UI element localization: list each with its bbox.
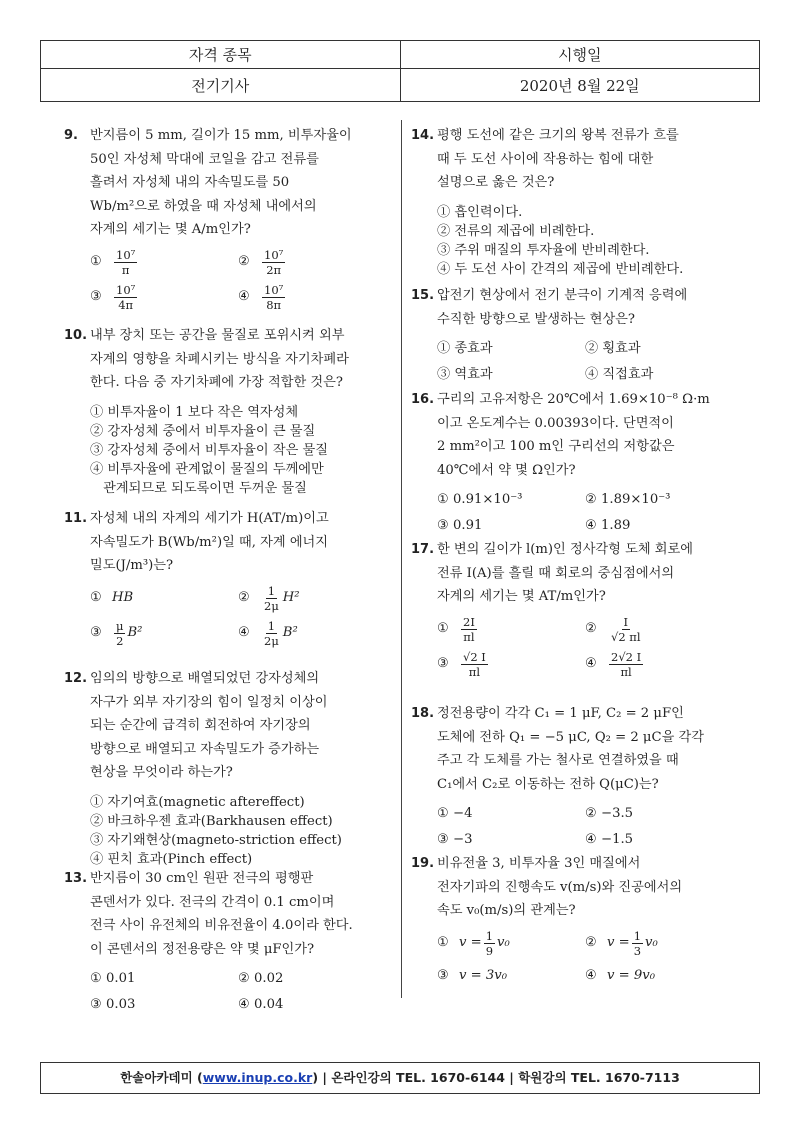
- date-value: 2020년 8월 22일: [400, 69, 760, 102]
- answer-option: ② 강자성체 중에서 비투자율이 큰 물질: [90, 423, 316, 439]
- answer-options: [425, 203, 760, 279]
- question-line: 임의의 방향으로 배열되었던 강자성체의: [90, 671, 320, 686]
- footer-bar: [40, 1062, 760, 1094]
- question-text: [425, 388, 760, 482]
- fraction-numerator: 10⁷: [264, 247, 284, 262]
- question-line: 자성체 내의 자계의 세기가 H(AT/m)이고: [90, 511, 329, 526]
- question-text: [425, 124, 760, 195]
- footer-contacts: ) | 온라인강의 TEL. 1670-6144 | 학원강의 TEL. 1670-7113: [312, 1070, 680, 1085]
- option-suffix: H²: [282, 590, 300, 606]
- question-line: 정전용량이 각각 C₁ = 1 μF, C₂ = 2 μF인: [437, 706, 684, 721]
- fraction-denominator: 9: [485, 943, 494, 958]
- question-number: 9.: [64, 128, 78, 143]
- option-number: ③: [437, 967, 449, 983]
- footer-link[interactable]: www.inup.co.kr: [202, 1070, 313, 1085]
- option-number: ③: [90, 289, 102, 305]
- fraction-denominator: 2μ: [264, 598, 279, 613]
- answer-option: ② 0.02: [238, 971, 284, 986]
- option-number: ①: [437, 621, 449, 637]
- question-line: Wb/m²으로 하였을 때 자성체 내에서의: [90, 198, 317, 214]
- question-text: [425, 284, 760, 331]
- question-13: [64, 867, 403, 1016]
- answer-option: [437, 964, 585, 988]
- header-table: [40, 40, 760, 102]
- question-line: 내부 장치 또는 공간을 물질로 포위시켜 외부: [90, 328, 345, 343]
- option-fraction: [262, 248, 285, 277]
- answer-option: ① 0.01: [90, 971, 136, 986]
- question-line: 현상을 무엇이라 하는가?: [90, 765, 233, 780]
- option-suffix: B²: [282, 625, 298, 641]
- option-fraction: [262, 283, 285, 312]
- question-line: 때 두 도선 사이에 작용하는 힘에 대한: [437, 151, 654, 167]
- fraction-denominator: πl: [620, 664, 632, 679]
- question-line: 되는 순간에 급격히 회전하여 자기장의: [90, 718, 311, 733]
- subject-label: 자격 종목: [41, 41, 401, 69]
- question-14: [411, 124, 760, 279]
- answer-option: [585, 650, 735, 679]
- question-text: [425, 852, 760, 923]
- subject-value: 전기기사: [41, 69, 401, 102]
- question-text: [78, 507, 403, 578]
- answer-options: [425, 929, 760, 988]
- question-line: 전자기파의 진행속도 v(m/s)와 진공에서의: [437, 879, 683, 895]
- question-15: [411, 284, 760, 386]
- option-number: ④: [585, 656, 597, 672]
- question-line: 자계의 영향을 차폐시키는 방식을 자기차폐라: [90, 351, 349, 367]
- question-text: [78, 667, 403, 785]
- fraction-denominator: 3: [633, 943, 642, 958]
- fraction-denominator: 2: [116, 633, 124, 648]
- option-prefix: v =: [607, 935, 630, 951]
- answer-option: ① 흡인력이다.: [437, 204, 523, 220]
- fraction-denominator: 2π: [266, 262, 282, 277]
- option-fraction: [461, 615, 477, 644]
- question-11: [64, 507, 403, 648]
- question-text: [78, 324, 403, 395]
- answer-option: ④ −1.5: [585, 831, 634, 847]
- answer-options: [425, 337, 760, 386]
- answer-option: ① 종효과: [437, 341, 493, 356]
- answer-option: [90, 248, 238, 277]
- answer-options: [78, 248, 403, 312]
- question-line: 콘덴서가 있다. 전극의 간격이 0.1 cm이며: [90, 894, 335, 910]
- answer-option: ② 횡효과: [585, 341, 641, 356]
- question-line: 도체에 전하 Q₁ = −5 μC, Q₂ = 2 μC을 각각: [437, 729, 705, 745]
- option-fraction: [632, 929, 643, 958]
- option-prefix: HB: [112, 590, 134, 606]
- question-line: 이 콘덴서의 정전용량은 약 몇 μF인가?: [90, 941, 315, 957]
- fraction-numerator: 2I: [463, 614, 475, 629]
- answer-option: ③ −3: [437, 831, 473, 847]
- question-text: [78, 124, 403, 242]
- question-number: 19.: [411, 856, 435, 871]
- answer-option: ② 전류의 제곱에 비례한다.: [437, 223, 595, 239]
- answer-options: [425, 802, 760, 851]
- answer-option: ④ 직접효과: [585, 366, 654, 382]
- option-fraction: [114, 619, 125, 648]
- question-9: [64, 124, 403, 312]
- question-number: 16.: [411, 392, 435, 407]
- option-number: ③: [90, 625, 102, 641]
- answer-options: [78, 403, 403, 498]
- question-line: 밀도(J/m³)는?: [90, 558, 174, 573]
- answer-option: ④ 핀치 효과(Pinch effect): [90, 851, 253, 867]
- question-number: 17.: [411, 542, 435, 557]
- fraction-denominator: 2μ: [264, 633, 279, 648]
- question-line: 한다. 다음 중 자기차폐에 가장 적합한 것은?: [90, 375, 343, 390]
- question-line: 전극 사이 유전체의 비유전율이 4.0이라 한다.: [90, 918, 353, 933]
- question-line: 방향으로 배열되고 자속밀도가 증가하는: [90, 741, 320, 757]
- fraction-denominator: 8π: [266, 297, 282, 312]
- question-text: [425, 702, 760, 796]
- question-number: 12.: [64, 671, 88, 686]
- question-line: 구리의 고유저항은 20℃에서 1.69×10⁻⁸ Ω·m: [437, 392, 710, 407]
- answer-option: ③ 0.91: [437, 517, 483, 533]
- fraction-numerator: 2√2 I: [611, 649, 642, 664]
- answer-option: ② −3.5: [585, 806, 634, 821]
- question-line: 주고 각 도체를 가는 철사로 연결하였을 때: [437, 753, 679, 768]
- answer-option: [238, 584, 388, 613]
- question-line: 반지름이 5 mm, 길이가 15 mm, 비투자율이: [90, 128, 352, 143]
- question-line: 흘려서 자성체 내의 자속밀도를 50: [90, 175, 290, 190]
- answer-options: [425, 488, 760, 537]
- option-prefix: v = 3v₀: [459, 967, 508, 983]
- footer-academy: 한솔아카데미 (: [120, 1070, 203, 1085]
- option-fraction: [609, 650, 643, 679]
- option-suffix: B²: [127, 625, 143, 641]
- answer-options: [78, 584, 403, 648]
- answer-option: [437, 929, 585, 958]
- option-number: ④: [585, 967, 597, 983]
- answer-option: ③ 0.03: [90, 996, 136, 1012]
- option-fraction: [461, 650, 488, 679]
- fraction-numerator: 10⁷: [116, 282, 136, 297]
- option-fraction: [114, 248, 137, 277]
- question-line: 자계의 세기는 몇 A/m인가?: [90, 222, 251, 237]
- question-number: 13.: [64, 871, 88, 886]
- option-number: ①: [90, 254, 102, 270]
- fraction-denominator: πl: [463, 629, 475, 644]
- answer-option: ③ 강자성체 중에서 비투자율이 작은 물질: [90, 442, 328, 458]
- question-line: C₁에서 C₂로 이동하는 전하 Q(μC)는?: [437, 776, 659, 792]
- question-line: 수직한 방향으로 발생하는 현상은?: [437, 311, 635, 327]
- question-line: 이고 온도계수는 0.00393이다. 단면적이: [437, 415, 674, 431]
- question-10: [64, 324, 403, 498]
- question-line: 한 변의 길이가 l(m)인 정사각형 도체 회로에: [437, 542, 693, 557]
- option-fraction: [262, 584, 281, 613]
- question-text: [78, 867, 403, 961]
- option-fraction: [114, 283, 137, 312]
- answer-option: [90, 283, 238, 312]
- answer-option: ③ 역효과: [437, 366, 493, 382]
- answer-option: ② 1.89×10⁻³: [585, 492, 671, 507]
- fraction-numerator: 1: [633, 928, 642, 943]
- answer-option: [437, 615, 585, 644]
- option-number: ③: [437, 656, 449, 672]
- question-18: [411, 702, 760, 851]
- answer-option: ② 바크하우젠 효과(Barkhausen effect): [90, 813, 333, 829]
- question-line: 40℃에서 약 몇 Ω인가?: [437, 462, 576, 478]
- question-16: [411, 388, 760, 537]
- answer-option: ④ 1.89: [585, 517, 631, 533]
- fraction-denominator: π: [121, 262, 130, 277]
- answer-option: ③ 주위 매질의 투자율에 반비례한다.: [437, 242, 650, 258]
- option-number: ②: [585, 621, 597, 637]
- fraction-numerator: μ: [116, 618, 124, 633]
- question-17: [411, 538, 760, 679]
- question-number: 10.: [64, 328, 88, 343]
- question-19: [411, 852, 760, 987]
- question-line: 비유전율 3, 비투자율 3인 매질에서: [437, 856, 641, 871]
- question-line: 자계의 세기는 몇 AT/m인가?: [437, 589, 606, 604]
- option-number: ②: [585, 935, 597, 951]
- option-number: ②: [238, 254, 250, 270]
- option-number: ①: [90, 590, 102, 606]
- fraction-numerator: 1: [485, 928, 494, 943]
- option-fraction: [484, 929, 495, 958]
- question-line: 자속밀도가 B(Wb/m²)일 때, 자계 에너지: [90, 534, 329, 550]
- answer-option: [90, 619, 238, 648]
- fraction-denominator: 4π: [118, 297, 134, 312]
- question-number: 18.: [411, 706, 435, 721]
- option-prefix: v = 9v₀: [607, 967, 656, 983]
- option-fraction: [609, 615, 643, 644]
- question-line: 2 mm²이고 100 m인 구리선의 저항값은: [437, 439, 675, 454]
- option-prefix: v =: [459, 935, 482, 951]
- option-suffix: v₀: [497, 935, 510, 951]
- answer-option: ③ 자기왜현상(magneto-striction effect): [90, 832, 342, 848]
- fraction-denominator: πl: [468, 664, 481, 679]
- answer-option: ① 비투자율이 1 보다 작은 역자성체: [90, 404, 299, 420]
- answer-options: [78, 793, 403, 869]
- question-line: 평행 도선에 같은 크기의 왕복 전류가 흐를: [437, 128, 679, 143]
- question-number: 14.: [411, 128, 435, 143]
- fraction-denominator: √2 πl: [611, 629, 641, 644]
- option-number: ②: [238, 590, 250, 606]
- answer-option: [238, 283, 388, 312]
- fraction-numerator: 10⁷: [116, 247, 136, 262]
- fraction-numerator: 10⁷: [264, 282, 284, 297]
- fraction-numerator: 1: [267, 618, 276, 633]
- answer-option: ④ 비투자율에 관계없이 물질의 두께에만: [90, 461, 324, 477]
- question-12: [64, 667, 403, 869]
- option-number: ④: [238, 289, 250, 305]
- question-text: [425, 538, 760, 609]
- answer-options: [425, 615, 760, 679]
- answer-option: [437, 650, 585, 679]
- option-suffix: v₀: [645, 935, 658, 951]
- answer-options: [78, 967, 403, 1016]
- option-number: ④: [238, 625, 250, 641]
- question-line: 자구가 외부 자기장의 힘이 일정치 이상이: [90, 694, 328, 710]
- answer-option: ① 자기여효(magnetic aftereffect): [90, 794, 305, 810]
- question-line: 압전기 현상에서 전기 분극이 기계적 응력에: [437, 288, 688, 303]
- question-line: 반지름이 30 cm인 원판 전극의 평행판: [90, 871, 314, 886]
- fraction-numerator: √2 I: [463, 649, 486, 664]
- answer-option: ④ 0.04: [238, 996, 284, 1012]
- question-line: 속도 v₀(m/s)의 관계는?: [437, 903, 576, 918]
- answer-option: [90, 584, 238, 613]
- question-line: 설명으로 옳은 것은?: [437, 175, 555, 190]
- fraction-numerator: 1: [267, 583, 276, 598]
- fraction-numerator: I: [623, 614, 629, 629]
- question-number: 11.: [64, 511, 88, 526]
- answer-option: [585, 929, 735, 958]
- question-line: 전류 I(A)를 흘릴 때 회로의 중심점에서의: [437, 565, 675, 581]
- question-line: 50인 자성체 막대에 코일을 감고 전류를: [90, 151, 319, 167]
- answer-option: [585, 964, 735, 988]
- option-fraction: [262, 619, 281, 648]
- option-number: ①: [437, 935, 449, 951]
- answer-option: [238, 619, 388, 648]
- answer-option: [585, 615, 735, 644]
- answer-option: [238, 248, 388, 277]
- answer-option: ① 0.91×10⁻³: [437, 492, 523, 507]
- date-label: 시행일: [400, 41, 760, 69]
- answer-option: ④ 두 도선 사이 간격의 제곱에 반비례한다.: [437, 261, 684, 277]
- question-number: 15.: [411, 288, 435, 303]
- answer-option: 관계되므로 되도록이면 두꺼운 물질: [90, 480, 307, 496]
- answer-option: ① −4: [437, 806, 473, 821]
